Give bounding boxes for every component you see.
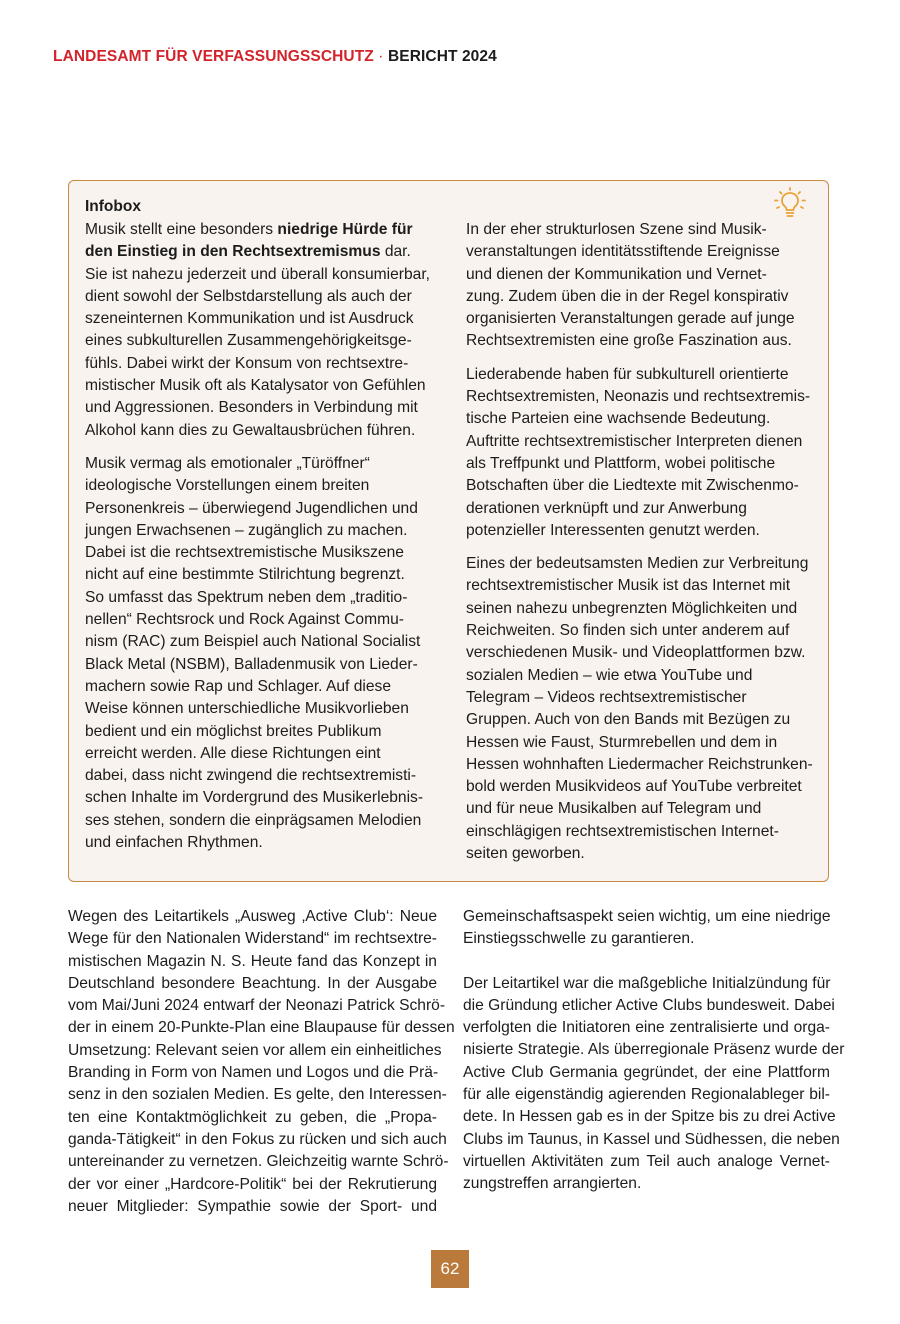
text-line: die Gründung etlicher Active Clubs bundesweit. Dabei — [463, 996, 835, 1014]
header-organization: LANDESAMT FÜR VERFASSUNGSSCHUTZ — [53, 48, 374, 65]
text-line: Gruppen. Auch von den Bands mit Bezügen zu — [466, 711, 791, 729]
text-line: Rechtsextremisten eine große Faszination aus. — [466, 332, 792, 350]
text-line: Weise können unterschiedliche Musikvorlieben — [85, 700, 409, 718]
text-line: ganda-Tätigkeit“ in den Fokus zu rücken und sich auch — [68, 1130, 447, 1148]
text-line: senz in den sozialen Medien. Es gelte, den Interessen- — [68, 1086, 447, 1104]
text-line: und für neue Musikalben auf Telegram und — [466, 800, 762, 818]
text-line: Wegen des Leitartikels „Ausweg ‚Active Club‘: Neue — [68, 908, 437, 925]
text-line: und einfachen Rhythmen. — [85, 834, 263, 852]
text-line: als Treffpunkt und Plattform, wobei politische — [466, 454, 776, 472]
text-line: Umsetzung: Relevant seien vor allem ein einheitliches — [68, 1041, 442, 1059]
text-line: der vor einer „Hardcore-Politik“ bei der Rekrutierung — [68, 1175, 437, 1193]
text-line: Eines der bedeutsamsten Medien zur Verbreitung — [466, 555, 809, 573]
text-line: fühls. Dabei wirkt der Konsum von rechtsextre- — [85, 354, 409, 372]
infobox-paragraph — [466, 219, 816, 353]
text-line: veranstaltungen identitätsstiftende Ereignisse — [466, 243, 780, 261]
header-report: BERICHT 2024 — [387, 48, 497, 65]
text-line: jungen Erwachsenen – zugänglich zu machen. — [85, 521, 408, 539]
text-line: untereinander zu vernetzen. Gleichzeitig warnte Schrö- — [68, 1153, 449, 1171]
text-line: rechtsextremistischer Musik ist das Internet mit — [466, 577, 791, 595]
lightbulb-icon — [772, 187, 808, 223]
text-line: seinen nahezu unbegrenzten Möglichkeiten und — [466, 599, 798, 617]
infobox-paragraph — [85, 219, 440, 442]
text-line: Alkohol kann dies zu Gewaltausbrüchen führen. — [85, 421, 416, 439]
text-line: potenzieller Interessenten genutzt werden. — [466, 521, 760, 539]
text-line: Clubs im Taunus, in Kassel und Südhessen, die neben — [463, 1130, 840, 1148]
text-line: szeneinternen Kommunikation und ist Ausdruck — [85, 310, 414, 328]
text-line: und Aggressionen. Besonders in Verbindung mit — [85, 399, 418, 417]
text-line: Sie ist nahezu jederzeit und überall konsumierbar, — [85, 265, 430, 283]
text-line: verfolgten die Initiatoren eine zentralisierte und orga- — [463, 1019, 830, 1037]
infobox-paragraph — [466, 553, 816, 865]
text-line: neuer Mitglieder: Sympathie sowie der Sport- und — [68, 1197, 437, 1215]
text-line: tische Parteien eine wachsende Bedeutung. — [466, 410, 771, 428]
text-line: für alle eigenständig agierenden Regionalableger bil- — [463, 1086, 830, 1104]
text-line: der in einem 20-Punkte-Plan eine Blaupause für dessen — [68, 1019, 455, 1037]
text-line: Personenkreis – überwiegend Jugendlichen und — [85, 499, 418, 517]
page-number: 62 — [431, 1250, 469, 1288]
text-line: verschiedenen Musik- und Videoplattformen bzw. — [466, 644, 806, 662]
text-line: dient sowohl der Selbstdarstellung als auch der — [85, 287, 412, 305]
text-line: derationen verknüpft und zur Anwerbung — [466, 499, 747, 517]
body-paragraph — [68, 906, 455, 1218]
body-right-column — [463, 906, 845, 1218]
infobox-paragraph — [466, 364, 816, 542]
text-line: So umfasst das Spektrum neben dem „traditio- — [85, 588, 408, 606]
infobox-paragraph — [85, 453, 440, 854]
text-line: ten eine Kontaktmöglichkeit zu geben, die „Propa- — [68, 1108, 437, 1126]
text-line: nicht auf eine bestimmte Stilrichtung begrenzt. — [85, 566, 405, 584]
text-line: mistischer Musik oft als Katalysator von Gefühlen — [85, 377, 426, 395]
text-line: Wege für den Nationalen Widerstand“ im rechtsextre- — [68, 930, 437, 948]
text-line: schen Inhalte im Vordergrund des Musikerlebnis- — [85, 789, 424, 807]
infobox-right-column — [466, 219, 816, 876]
text-line: Gemeinschaftsaspekt seien wichtig, um eine niedrige — [463, 908, 831, 925]
infobox-left-column — [85, 219, 440, 865]
text-line: Branding in Form von Namen und Logos und die Prä- — [68, 1064, 439, 1082]
emphasis-text: den Einstieg in den Rechtsextremismus — [85, 243, 381, 261]
text-line: dete. In Hessen gab es in der Spitze bis zu drei Active — [463, 1108, 836, 1126]
text-line: eines subkulturellen Zusammengehörigkeitsge- — [85, 332, 412, 350]
text-line: erreicht werden. Alle diese Richtungen eint — [85, 744, 381, 762]
text-line: bedient und ein möglichst breites Publikum — [85, 722, 382, 740]
text-line: Deutschland besondere Beachtung. In der Ausgabe — [68, 974, 437, 992]
infobox-title: Infobox — [85, 198, 141, 215]
text-line: Auftritte rechtsextremistischer Interpreten dienen — [466, 432, 803, 450]
text-line: Hessen wohnhaften Liedermacher Reichstrunken- — [466, 755, 813, 773]
text-line: Rechtsextremisten, Neonazis und rechtsextremis- — [466, 388, 811, 406]
text-line: Botschaften über die Liedtexte mit Zwischenmo- — [466, 477, 799, 495]
header-separator: · — [378, 48, 384, 65]
body-paragraph — [463, 973, 845, 1196]
text-line: bold werden Musikvideos auf YouTube verbreitet — [466, 778, 802, 796]
text-line: organisierten Veranstaltungen gerade auf junge — [466, 310, 795, 328]
text-line: Reichweiten. So finden sich unter anderem auf — [466, 622, 790, 640]
text-line: Liederabende haben für subkulturell orientierte — [466, 365, 789, 383]
emphasis-text: niedrige Hürde für — [277, 221, 413, 238]
text-line: Musik stellt eine besonders niedrige Hürde für — [85, 221, 413, 238]
text-line: nism (RAC) zum Beispiel auch National Socialist — [85, 633, 421, 651]
text-line: sozialen Medien – wie etwa YouTube und — [466, 666, 753, 684]
text-line: Hessen wie Faust, Sturmrebellen und dem in — [466, 733, 778, 751]
running-header — [53, 48, 497, 66]
text-line: virtuellen Aktivitäten zum Teil auch analoge Vernet- — [463, 1152, 830, 1170]
text-line: Active Club Germania gegründet, der eine Plattform — [463, 1063, 830, 1081]
text-line: nisierte Strategie. Als überregionale Präsenz wurde der — [463, 1041, 845, 1059]
text-line: zungstreffen arrangierten. — [463, 1175, 642, 1193]
text-line: Einstiegsschwelle zu garantieren. — [463, 930, 695, 948]
infobox — [68, 180, 829, 882]
text-line: mistischen Magazin N. S. Heute fand das Konzept in — [68, 952, 437, 970]
text-line: ses stehen, sondern die einprägsamen Melodien — [85, 811, 422, 829]
text-line: Black Metal (NSBM), Balladenmusik von Lieder- — [85, 655, 418, 673]
text-line: machern sowie Rap und Schlager. Auf diese — [85, 677, 391, 695]
body-paragraph — [463, 906, 830, 951]
text-line: seiten geworben. — [466, 845, 585, 863]
text-line: und dienen der Kommunikation und Vernet- — [466, 265, 767, 283]
text-line: Dabei ist die rechtsextremistische Musikszene — [85, 544, 404, 562]
text-line: Telegram – Videos rechtsextremistischer — [466, 688, 747, 706]
text-line: nellen“ Rechtsrock und Rock Against Commu- — [85, 611, 404, 629]
text-line: dabei, dass nicht zwingend die rechtsextremisti- — [85, 767, 417, 785]
text-line: ideologische Vorstellungen einem breiten — [85, 477, 370, 495]
text-line: einschlägigen rechtsextremistischen Internet- — [466, 822, 779, 840]
text-line: vom Mai/Juni 2024 entwarf der Neonazi Patrick Schrö- — [68, 997, 446, 1015]
body-left-column — [68, 906, 455, 1240]
text-line: den Einstieg in den Rechtsextremismus dar. — [85, 243, 411, 261]
text-line: Musik vermag als emotionaler „Türöffner“ — [85, 454, 370, 472]
text-line: In der eher strukturlosen Szene sind Musik- — [466, 221, 767, 238]
text-line: zung. Zudem üben die in der Regel konspirativ — [466, 287, 789, 305]
text-line: Der Leitartikel war die maßgebliche Initialzündung für — [463, 974, 831, 992]
